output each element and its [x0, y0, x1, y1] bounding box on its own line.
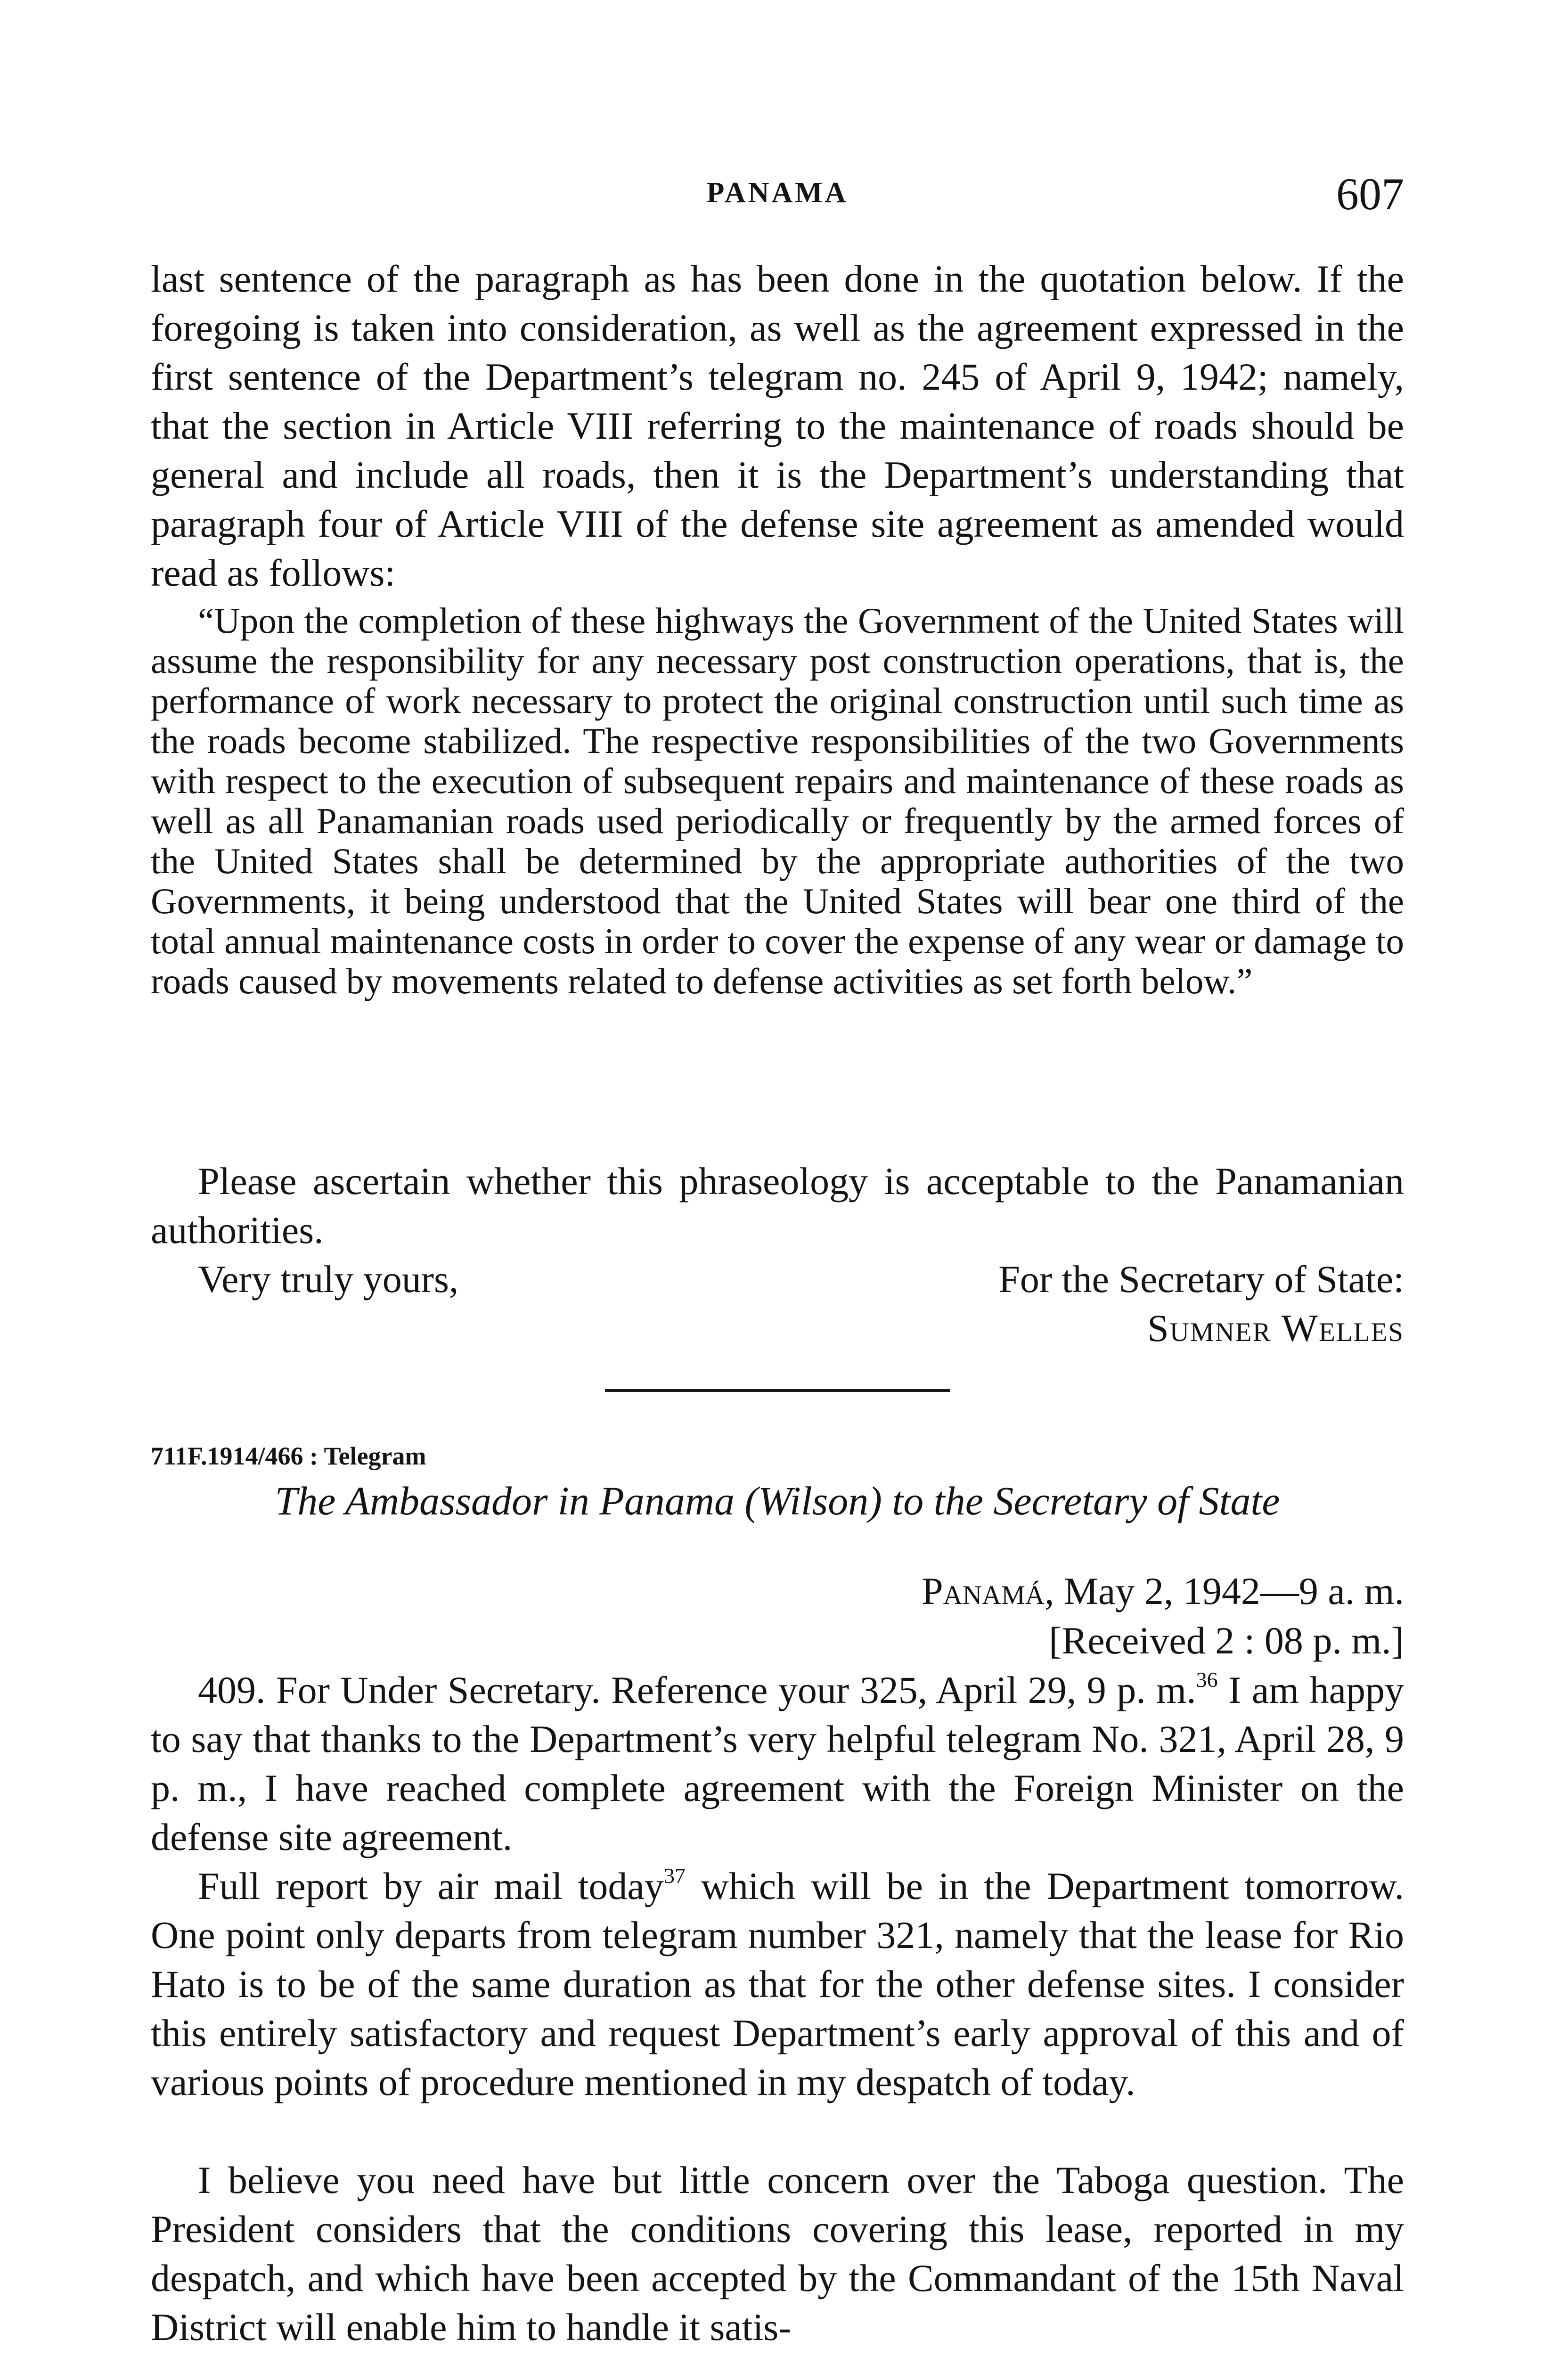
running-head [151, 168, 1404, 220]
telegram-paragraph-1-text: 409. For Under Secretary. Reference your 325, April 29, 9 p. m. [198, 1669, 1196, 1711]
title-prefix: The Ambassador in Panama ( [275, 1478, 759, 1523]
telegram-paragraph-1 [151, 1666, 1404, 1862]
telegram-paragraph-2-rest: which will be in the Department tomorrow. One point only departs from telegram number 321, namely that the lease for Rio Hato is to be of the same duration as that for the other defense sites. I consider this entirely satisfactory and request Department’s early approval of this and of various points of procedure mentioned in my despatch of today. [151, 1865, 1404, 2103]
telegram-paragraph-1-rest: I am happy to say that thanks to the Department’s very helpful telegram No. 321, April 28, 9 p. m., I have reached complete agreement with the Foreign Minister on the defense site agreement. [151, 1669, 1404, 1858]
title-name: Wilson [758, 1478, 869, 1523]
dateline-date: May 2, 1942—9 a. m. [1054, 1570, 1404, 1612]
page-number: 607 [1336, 169, 1404, 219]
footnote-ref-37: 37 [663, 1864, 686, 1888]
continuation-paragraph: last sentence of the paragraph as has been done in the quotation below. If the foregoing is taken into consideration, as well as the agreement expressed in the first sentence of the Department’s telegram no. 245 of April 9, 1942; namely, that the section in Article VIII referring to the maintenance of roads should be general and include all roads, then it is the Department’s understanding that paragraph four of Article VIII of the defense site agreement as amended would read as follows: [151, 257, 1404, 594]
dateline-place: Panamá, [922, 1570, 1054, 1612]
complimentary-close: Very truly yours, [198, 1258, 459, 1301]
running-title: PANAMA [706, 177, 849, 209]
signature-line: For the Secretary of State: [998, 1258, 1404, 1301]
section-divider [605, 1389, 950, 1392]
quoted-article-text: “Upon the completion of these highways the Government of the United States will assume the responsibility for any necessary post construction operations, that is, the performance of work necessary to protect the original construction until such time as the roads become stabilized. The respective responsibilities of the two Governments with respect to the execution of subsequent repairs and maintenance of these roads as well as all Panamanian roads used periodically or frequently by the armed forces of the United States shall be determined by the appropriate authorities of the two Governments, it being understood that the United States will bear one third of the total annual maintenance costs in order to cover the expense of any wear or damage to roads caused by movements related to defense activities as set forth below.” [151, 600, 1404, 1001]
file-reference: 711F.1914/466 : Telegram [151, 1442, 426, 1470]
dateline [922, 1567, 1404, 1616]
telegram-paragraph-2 [151, 1862, 1404, 2107]
closing-request-paragraph: Please ascertain whether this phraseology is acceptable to the Panamanian authorities. [151, 1160, 1404, 1252]
signature-name: Sumner Welles [1147, 1307, 1404, 1350]
footnote-ref-36: 36 [1196, 1668, 1218, 1692]
telegram-paragraph-2-text: Full report by air mail today [198, 1865, 664, 1907]
title-suffix: ) to the Secretary of State [868, 1478, 1280, 1523]
telegram-paragraph-3: I believe you need have but little concern over the Taboga question. The President considers that the conditions covering this lease, reported in my despatch, and which have been accepted by the Commandant of the 15th Naval District will enable him to handle it satis- [151, 2159, 1404, 2348]
document-title [151, 1475, 1404, 1527]
closing-row [151, 1255, 1404, 1304]
received-note: [Received 2 : 08 p. m.] [1049, 1619, 1404, 1662]
